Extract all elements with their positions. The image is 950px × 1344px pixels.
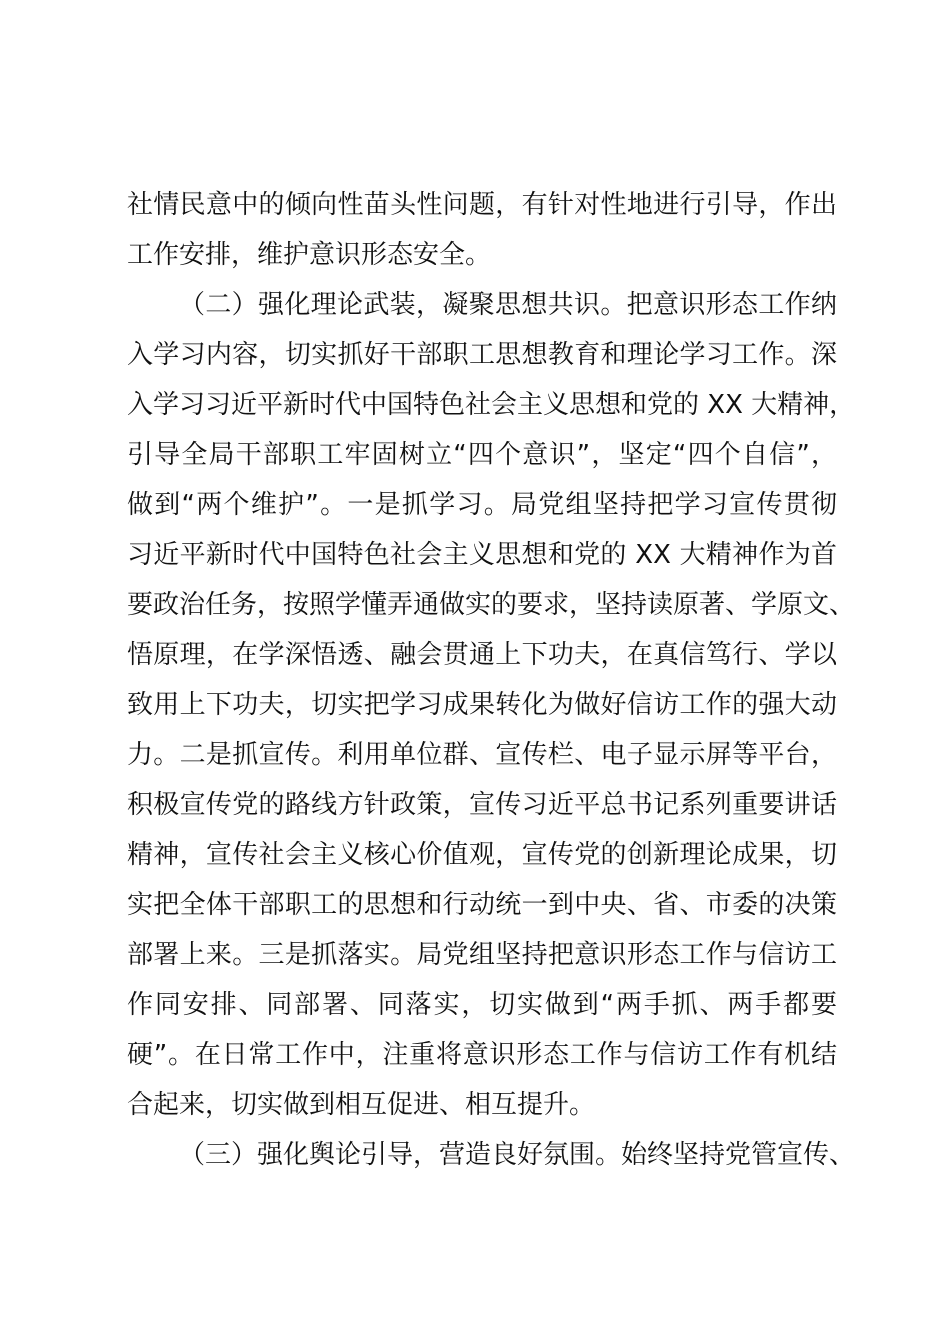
text-line: 做到“两个维护”。一是抓学习。局党组坚持把学习宣传贯彻 [127, 490, 837, 520]
text-line: 硬”。在日常工作中，注重将意识形态工作与信访工作有机结 [127, 1040, 837, 1070]
text-line: 合起来，切实做到相互促进、相互提升。 [127, 1090, 596, 1120]
text-line: 要政治任务，按照学懂弄通做实的要求，坚持读原著、学原文、 [127, 590, 856, 620]
text-line: 力。二是抓宣传。利用单位群、宣传栏、电子显示屏等平台， [127, 740, 837, 770]
text-line: 致用上下功夫，切实把学习成果转化为做好信访工作的强大动 [127, 690, 837, 720]
text-line: 作同安排、同部署、同落实，切实做到“两手抓、两手都要 [127, 990, 837, 1020]
text-line: 精神，宣传社会主义核心价值观，宣传党的创新理论成果，切 [127, 840, 837, 870]
text-line: 工作安排，维护意识形态安全。 [127, 240, 492, 270]
text-line: 入学习内容，切实抓好干部职工思想教育和理论学习工作。深 [127, 340, 837, 370]
text-line: 实把全体干部职工的思想和行动统一到中央、省、市委的决策 [127, 890, 837, 920]
text-line: 积极宣传党的路线方针政策，宣传习近平总书记系列重要讲话 [127, 790, 837, 820]
text-line: 习近平新时代中国特色社会主义思想和党的 XX 大精神作为首 [127, 540, 837, 570]
paragraph-heading-2: （二）强化理论武装，凝聚思想共识。把意识形态工作纳 [179, 290, 837, 320]
text-line: 悟原理，在学深悟透、融会贯通上下功夫，在真信笃行、学以 [127, 640, 837, 670]
paragraph-heading-3: （三）强化舆论引导，营造良好氛围。始终坚持党管宣传、 [179, 1140, 856, 1170]
text-line: 社情民意中的倾向性苗头性问题，有针对性地进行引导，作出 [127, 190, 837, 220]
text-line: 部署上来。三是抓落实。局党组坚持把意识形态工作与信访工 [127, 940, 837, 970]
text-line: 引导全局干部职工牢固树立“四个意识”，坚定“四个自信”， [127, 440, 837, 470]
text-line: 入学习习近平新时代中国特色社会主义思想和党的 XX 大精神， [127, 390, 856, 420]
